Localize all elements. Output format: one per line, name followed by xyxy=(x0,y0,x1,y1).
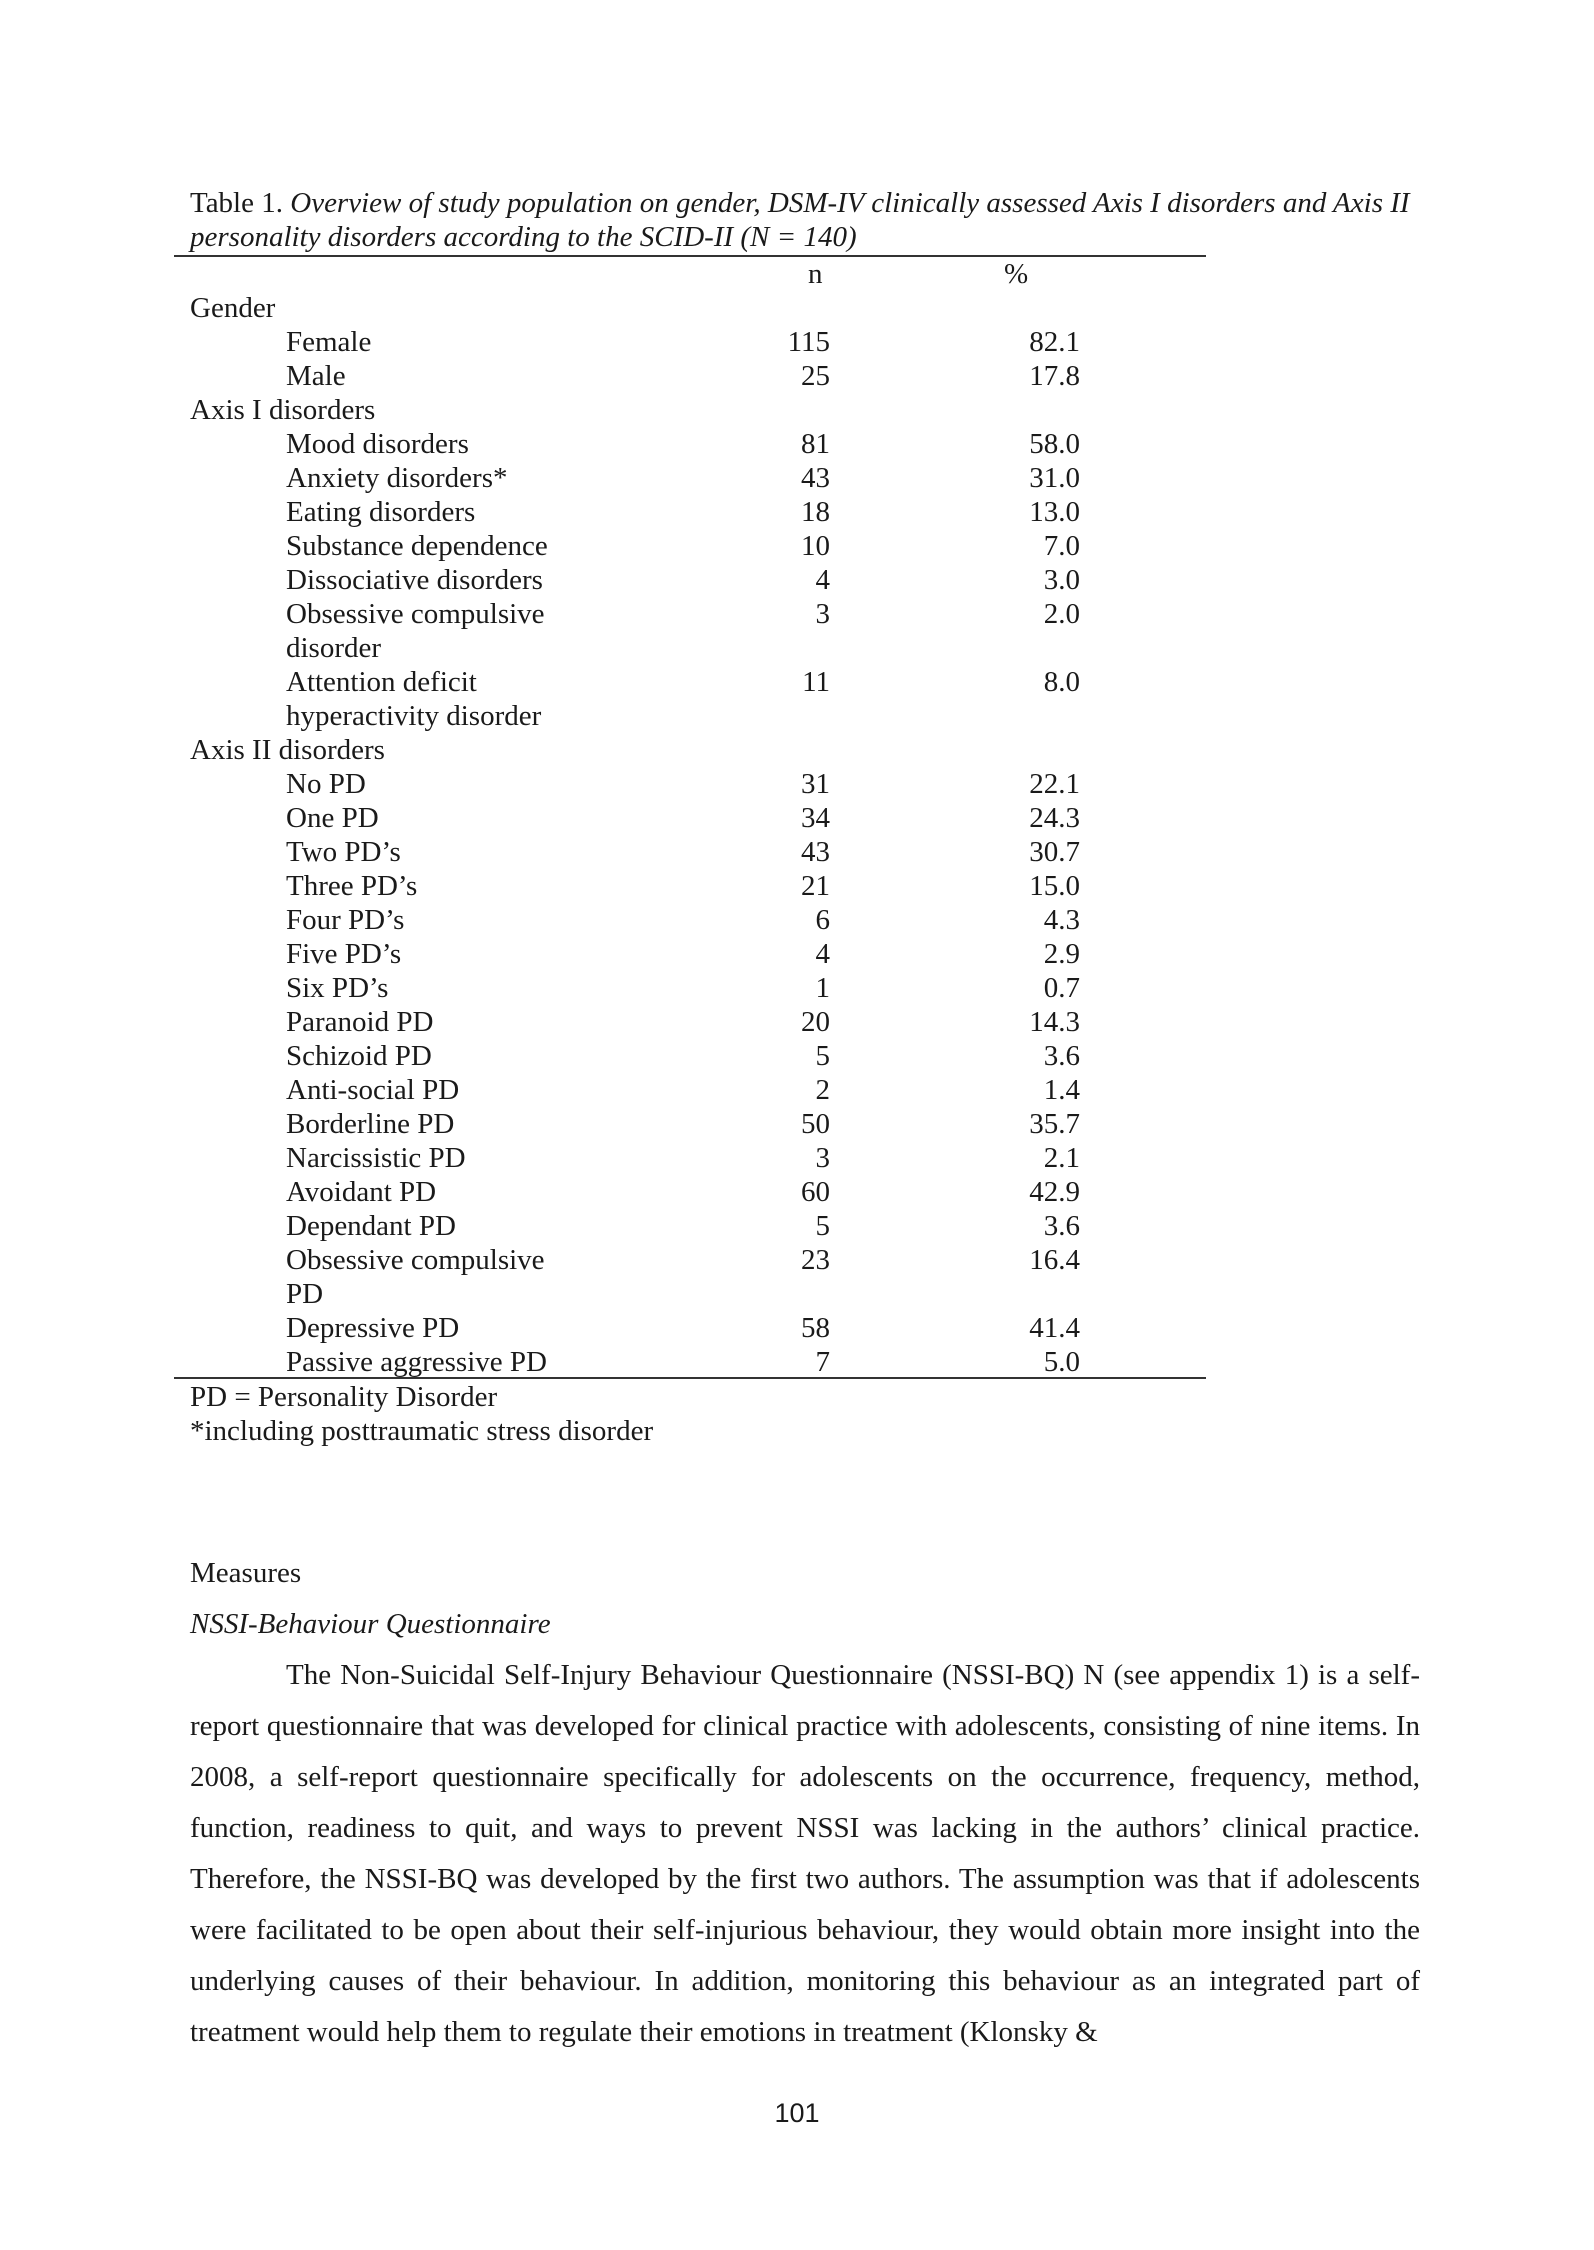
row-label: Anxiety disorders* xyxy=(286,462,508,494)
table-notes xyxy=(190,1380,653,1448)
row-percent-value: 7.0 xyxy=(1043,530,1080,562)
table-row xyxy=(174,801,1206,835)
table-row xyxy=(174,461,1206,495)
table-row xyxy=(174,1005,1206,1039)
row-percent-value: 2.9 xyxy=(1043,938,1080,970)
measures-section xyxy=(190,1548,1420,2058)
row-label: Paranoid PD xyxy=(286,1006,434,1038)
row-n-value: 18 xyxy=(801,496,830,528)
row-label: Female xyxy=(286,326,372,358)
row-percent-value: 1.4 xyxy=(1043,1074,1080,1106)
row-n-value: 11 xyxy=(802,666,830,698)
row-percent-value: 3.0 xyxy=(1043,564,1080,596)
row-label: Axis II disorders xyxy=(190,734,385,766)
row-n-value: 43 xyxy=(801,462,830,494)
row-n-value: 58 xyxy=(801,1312,830,1344)
row-percent-value: 30.7 xyxy=(1029,836,1080,868)
row-percent-value: 41.4 xyxy=(1029,1312,1080,1344)
table-row xyxy=(174,1107,1206,1141)
row-percent-value: 4.3 xyxy=(1043,904,1080,936)
row-percent-value: 31.0 xyxy=(1029,462,1080,494)
table-header-row xyxy=(174,257,1206,291)
row-n-value: 4 xyxy=(815,564,830,596)
table-row xyxy=(174,1345,1206,1379)
table-row xyxy=(174,1243,1206,1311)
row-label: Eating disorders xyxy=(286,496,476,528)
row-label: Dependant PD xyxy=(286,1210,456,1242)
row-label: Mood disorders xyxy=(286,428,469,460)
table-section-row xyxy=(174,733,1206,767)
row-n-value: 20 xyxy=(801,1006,830,1038)
row-percent-value: 35.7 xyxy=(1029,1108,1080,1140)
table-row xyxy=(174,359,1206,393)
table-row xyxy=(174,767,1206,801)
row-n-value: 5 xyxy=(815,1040,830,1072)
row-percent-value: 24.3 xyxy=(1029,802,1080,834)
row-n-value: 23 xyxy=(801,1244,830,1276)
row-percent-value: 14.3 xyxy=(1029,1006,1080,1038)
row-n-value: 2 xyxy=(815,1074,830,1106)
row-percent-value: 5.0 xyxy=(1043,1346,1080,1378)
row-label: Obsessive compulsive disorder xyxy=(286,598,545,664)
row-percent-value xyxy=(982,393,1206,427)
row-percent-value: 58.0 xyxy=(1029,428,1080,460)
row-percent-value: 3.6 xyxy=(1043,1040,1080,1072)
row-label: Dissociative disorders xyxy=(286,564,543,596)
row-label: Narcissistic PD xyxy=(286,1142,466,1174)
row-n-value: 43 xyxy=(801,836,830,868)
table-row xyxy=(174,1039,1206,1073)
row-percent-value: 82.1 xyxy=(1029,326,1080,358)
table-row xyxy=(174,1175,1206,1209)
row-percent-value: 2.1 xyxy=(1043,1142,1080,1174)
table-row xyxy=(174,835,1206,869)
row-n-value: 31 xyxy=(801,768,830,800)
row-n-value: 115 xyxy=(787,326,830,358)
page-number: 101 xyxy=(774,2098,820,2128)
row-label: Attention deficit hyperactivity disorder xyxy=(286,666,542,732)
row-label: Anti-social PD xyxy=(286,1074,460,1106)
row-label: No PD xyxy=(286,768,366,800)
row-percent-value: 22.1 xyxy=(1029,768,1080,800)
table-row xyxy=(174,1311,1206,1345)
note-abbreviation: PD = Personality Disorder xyxy=(190,1381,498,1413)
row-percent-value: 13.0 xyxy=(1029,496,1080,528)
row-n-value: 34 xyxy=(801,802,830,834)
row-n-value: 4 xyxy=(815,938,830,970)
column-header-n: n xyxy=(808,258,823,290)
table-row xyxy=(174,597,1206,665)
row-label: Axis I disorders xyxy=(190,394,376,426)
row-percent-value xyxy=(982,291,1206,325)
table-row xyxy=(174,1073,1206,1107)
column-header-percent: % xyxy=(1004,258,1029,290)
row-n-value: 81 xyxy=(801,428,830,460)
row-label: Substance dependence xyxy=(286,530,548,562)
table-row xyxy=(174,1141,1206,1175)
table-row xyxy=(174,529,1206,563)
body-paragraph: The Non-Suicidal Self-Injury Behaviour Questionnaire (NSSI-BQ) N (see appendix 1) is a self-report questionnaire that was developed for clinical practice with adolescents, consisting of nine items. In 2008, a self-report questionnaire specifically for adolescents on the occurrence, frequency, method, function, readiness to quit, and ways to prevent NSSI was lacking in the authors’ clinical practice. Therefore, the NSSI-BQ was developed by the first two authors. The assumption was that if adolescents were facilitated to be open about their self-injurious behaviour, they would obtain more insight into the underlying causes of their behaviour. In addition, monitoring this behaviour as an integrated part of treatment would help them to regulate their emotions in treatment (Klonsky & xyxy=(190,1659,1420,2048)
row-n-value: 25 xyxy=(801,360,830,392)
row-n-value xyxy=(748,291,982,325)
row-n-value: 6 xyxy=(815,904,830,936)
table-bottom-rule xyxy=(174,1377,1206,1379)
row-label: Passive aggressive PD xyxy=(286,1346,547,1378)
row-label: One PD xyxy=(286,802,379,834)
row-percent-value: 17.8 xyxy=(1029,360,1080,392)
table-row xyxy=(174,563,1206,597)
row-label: Six PD’s xyxy=(286,972,389,1004)
study-population-table xyxy=(174,257,1206,1379)
row-label: Four PD’s xyxy=(286,904,405,936)
table-row xyxy=(174,495,1206,529)
row-n-value: 3 xyxy=(815,1142,830,1174)
row-percent-value: 15.0 xyxy=(1029,870,1080,902)
row-label: Gender xyxy=(190,292,276,324)
row-n-value: 7 xyxy=(815,1346,830,1378)
row-percent-value xyxy=(982,733,1206,767)
row-percent-value: 0.7 xyxy=(1043,972,1080,1004)
row-label: Borderline PD xyxy=(286,1108,455,1140)
row-n-value: 5 xyxy=(815,1210,830,1242)
row-label: Two PD’s xyxy=(286,836,401,868)
row-n-value: 21 xyxy=(801,870,830,902)
table-title: Overview of study population on gender, DSM-IV clinically assessed Axis I disorders and Axis II personality disorders according to the SCID-II (N = 140) xyxy=(190,187,1410,253)
table-caption xyxy=(190,186,1410,254)
row-n-value: 1 xyxy=(815,972,830,1004)
row-label: Avoidant PD xyxy=(286,1176,437,1208)
row-label: Depressive PD xyxy=(286,1312,460,1344)
row-n-value: 3 xyxy=(815,598,830,630)
table-row xyxy=(174,903,1206,937)
section-subheading: NSSI-Behaviour Questionnaire xyxy=(190,1608,551,1640)
row-percent-value: 16.4 xyxy=(1029,1244,1080,1276)
row-label: Five PD’s xyxy=(286,938,402,970)
section-heading: Measures xyxy=(190,1557,302,1589)
row-label: Three PD’s xyxy=(286,870,418,902)
table-label: Table 1. xyxy=(190,187,283,219)
note-footnote: *including posttraumatic stress disorder xyxy=(190,1415,654,1447)
row-percent-value: 3.6 xyxy=(1043,1210,1080,1242)
table-row xyxy=(174,325,1206,359)
row-percent-value: 2.0 xyxy=(1043,598,1080,630)
row-label: Obsessive compulsive PD xyxy=(286,1244,545,1310)
row-percent-value: 42.9 xyxy=(1029,1176,1080,1208)
table-row xyxy=(174,869,1206,903)
table-row xyxy=(174,937,1206,971)
table-row xyxy=(174,427,1206,461)
table-row xyxy=(174,1209,1206,1243)
row-label: Male xyxy=(286,360,346,392)
row-n-value xyxy=(748,393,982,427)
row-n-value xyxy=(748,733,982,767)
row-n-value: 50 xyxy=(801,1108,830,1140)
table-row xyxy=(174,665,1206,733)
row-n-value: 10 xyxy=(801,530,830,562)
table-row xyxy=(174,971,1206,1005)
table-section-row xyxy=(174,393,1206,427)
row-n-value: 60 xyxy=(801,1176,830,1208)
row-label: Schizoid PD xyxy=(286,1040,432,1072)
table-section-row xyxy=(174,291,1206,325)
row-percent-value: 8.0 xyxy=(1043,666,1080,698)
